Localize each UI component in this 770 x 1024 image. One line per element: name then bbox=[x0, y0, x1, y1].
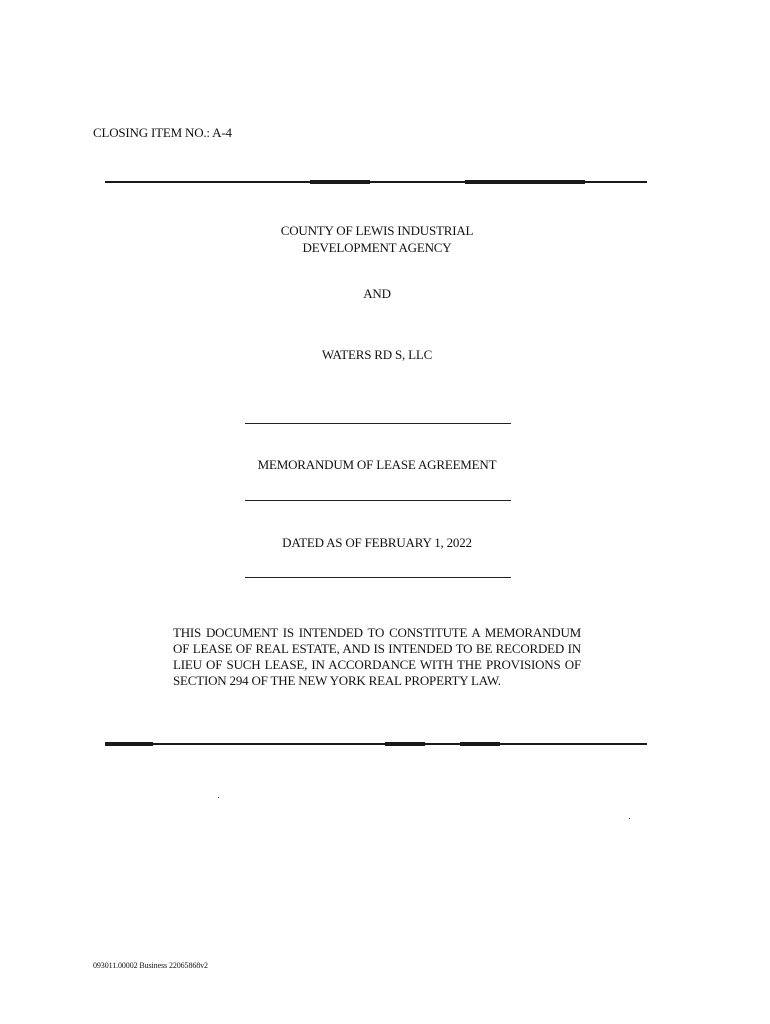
recording-notice: THIS DOCUMENT IS INTENDED TO CONSTITUTE A MEMORANDUM OF LEASE OF REAL ESTATE, AND IS INTENDED TO BE RECORDED IN LIEU OF SUCH LEASE, IN ACCORDANCE WITH THE PROVISIONS OF SECTION 294 OF THE NEW YORK REAL PROPERTY LAW. bbox=[173, 625, 581, 688]
party-one-line-2: DEVELOPMENT AGENCY bbox=[302, 240, 452, 255]
party-one-line-1: COUNTY OF LEWIS INDUSTRIAL bbox=[280, 223, 474, 238]
title-rule-lower bbox=[245, 500, 511, 501]
party-one-name bbox=[0, 222, 754, 256]
closing-item-number: CLOSING ITEM NO.: A-4 bbox=[93, 125, 232, 140]
title-rule-upper bbox=[245, 423, 511, 424]
document-footer-id: 093011.00002 Business 22065868v2 bbox=[93, 961, 208, 970]
scan-speck bbox=[629, 818, 630, 819]
document-date: DATED AS OF FEBRUARY 1, 2022 bbox=[282, 535, 472, 550]
top-divider-rule bbox=[105, 181, 647, 183]
document-title: MEMORANDUM OF LEASE AGREEMENT bbox=[257, 457, 497, 472]
party-two-name: WATERS RD S, LLC bbox=[321, 347, 433, 362]
scan-speck bbox=[218, 797, 219, 798]
bottom-divider-rule bbox=[105, 743, 647, 745]
conjunction-and: AND bbox=[363, 286, 391, 301]
date-rule bbox=[245, 577, 511, 578]
